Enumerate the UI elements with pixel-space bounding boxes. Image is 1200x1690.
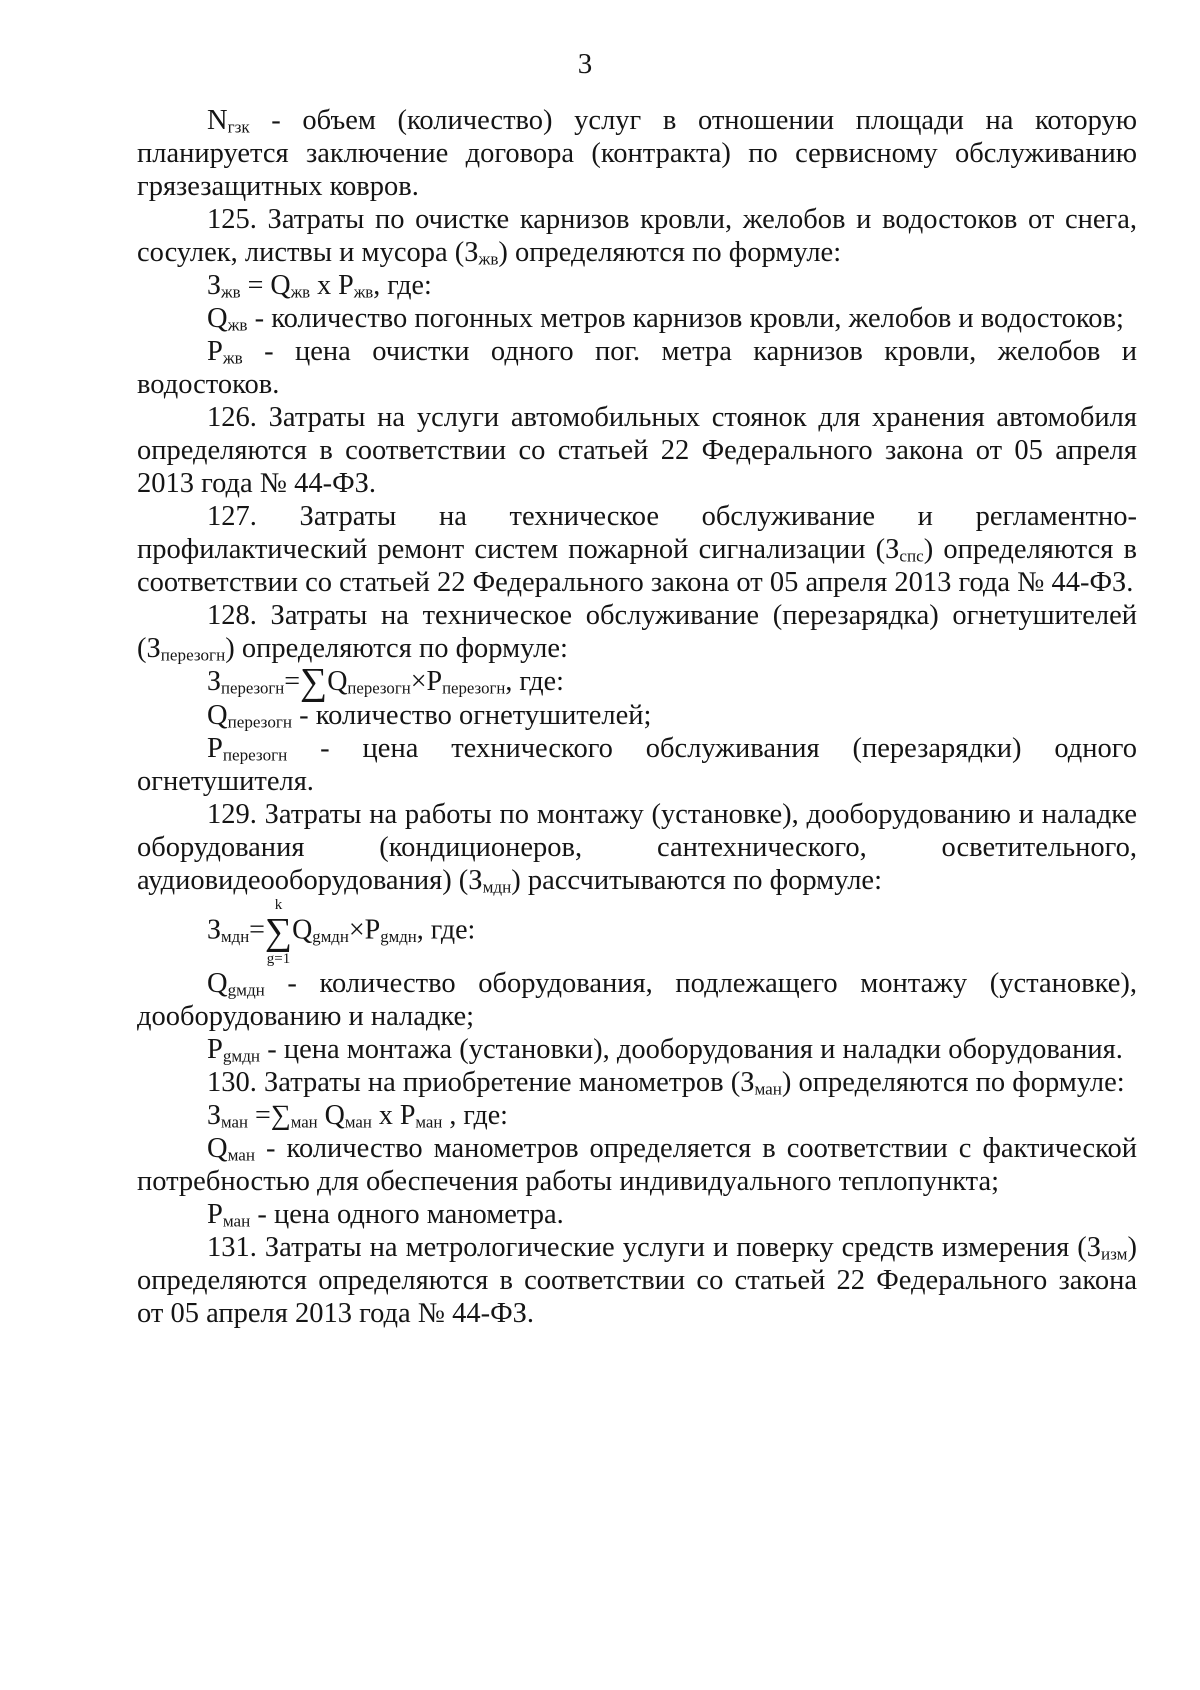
formula-128: $З_{перезогн}=\sum Q_{перезогн}\times P_{перезогн}$, где:: [207, 661, 564, 703]
sum-symbol: ∑: [300, 661, 328, 703]
sum-with-limits: k ∑ g=1: [264, 897, 293, 967]
definition-q-man: $Q_{ман}$ - количество манометров определяется в соответствии с фактической потребностью для обеспечения работы индивидуального теплопункта;: [137, 1133, 1137, 1197]
paragraph-126: 126. Затраты на услуги автомобильных стоянок для хранения автомобиля определяются в соответствии со статьей 22 Федерального закона от 05 апреля 2013 года № 44-ФЗ.: [137, 402, 1137, 499]
paragraph-129: 129. Затраты на работы по монтажу (установке), дооборудованию и наладке оборудования (кондиционеров, сантехнического, осветительного, аудиовидеооборудования) $(З_{мдн})$ рассчитываются по формуле:: [137, 799, 1137, 897]
definition-p-perezogn: $P_{перезогн}$ - цена технического обслуживания (перезарядки) одного огнетушителя.: [137, 733, 1137, 797]
definition-p-gmdn: $P_{gмдн}$ - цена монтажа (установки), дооборудования и наладки оборудования.: [207, 1034, 1123, 1066]
definition-p-man: $P_{ман}$ - цена одного манометра.: [207, 1199, 564, 1231]
formula-125: $З_{жв} = Q_{жв}$ х $P_{жв}$, где:: [207, 270, 432, 302]
page-number: 3: [577, 48, 593, 80]
formula-129: $З_{мдн}=$ k ∑ g=1 $Q_{gмдн}\times P_{gмдн}$, где:: [207, 897, 476, 967]
paragraph-130: 130. Затраты на приобретение манометров $(З_{ман})$ определяются по формуле:: [207, 1067, 1125, 1099]
definition-q-gmdn: $Q_{gмдн}$ - количество оборудования, подлежащего монтажу (установке), дооборудованию и наладке;: [137, 968, 1137, 1032]
document-body: [137, 104, 1137, 1330]
formula-130: $З_{ман} =\sum_{ман}$ $Q_{ман}$ х $P_{ман}$ , где:: [207, 1100, 508, 1132]
paragraph-128: 128. Затраты на техническое обслуживание (перезарядка) огнетушителей $(З_{перезогн})$ определяются по формуле:: [137, 600, 1137, 665]
paragraph-125: 125. Затраты по очистке карнизов кровли, желобов и водостоков от снега, сосулек, листвы и мусора $(З_{жв})$ определяются по формуле:: [137, 204, 1137, 269]
definition-q-perezogn: $Q_{перезогн}$ - количество огнетушителей;: [207, 700, 652, 732]
paragraph-127: 127. Затраты на техническое обслуживание и регламентно-профилактический ремонт систем пожарной сигнализации $(З_{спс})$ определяются в соответствии со статьей 22 Федерального закона от 05 апреля 2013 года № 44-ФЗ.: [137, 501, 1137, 598]
definition-q-zhv: $Q_{жв}$ - количество погонных метров карнизов кровли, желобов и водостоков;: [207, 303, 1124, 335]
nzk-definition: $N_{гзк}$ - объем (количество) услуг в отношении площади на которую планируется заключение договора (контракта) по сервисному обслуживанию грязезащитных ковров.: [137, 105, 1137, 202]
paragraph-131: 131. Затраты на метрологические услуги и поверку средств измерения $(З_{изм})$ определяются определяются в соответствии со статьей 22 Федерального закона от 05 апреля 2013 года № 44-ФЗ.: [137, 1232, 1137, 1329]
sum-symbol: ∑: [264, 911, 293, 953]
definition-p-zhv: $P_{жв}$ - цена очистки одного пог. метра карнизов кровли, желобов и водостоков.: [137, 336, 1137, 400]
